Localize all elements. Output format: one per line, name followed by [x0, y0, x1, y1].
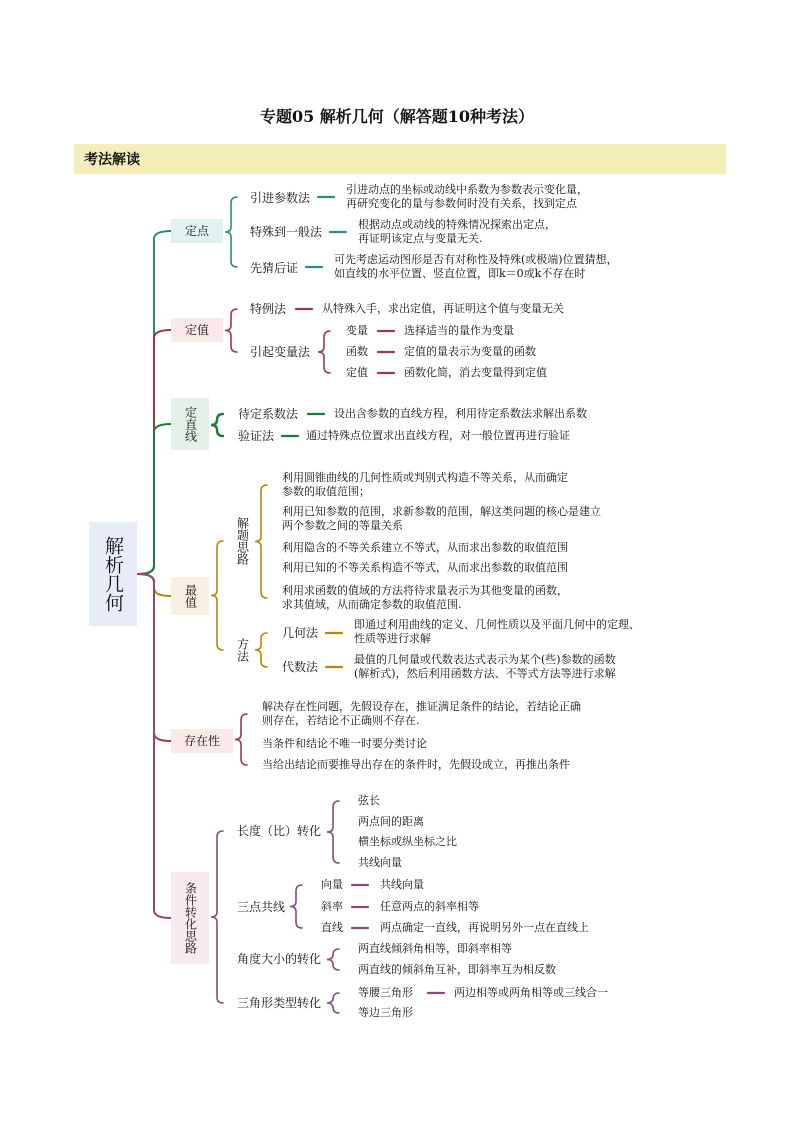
b1-item3-label: 先猜后证 [250, 261, 299, 275]
b6-i1-sub: 弦长 [358, 794, 380, 807]
b1-item3-desc: 可先考虑运动图形是否有对称性及特殊(或极端)位置猜想， [334, 253, 618, 266]
b6-i1-sub: 横坐标或纵坐标之比 [358, 835, 457, 848]
b6-i4-sub2: 等边三角形 [358, 1006, 413, 1019]
b4-g1-item: 参数的取值范围； [282, 485, 370, 498]
b5-item: 则存在，若结论不正确则不存在. [262, 714, 420, 727]
b4-g1-item: 利用隐含的不等关系建立不等式，从而求出参数的取值范围 [282, 541, 568, 554]
b3-item1-label: 待定系数法 [238, 407, 299, 421]
b4-g1-item: 求其值域，从而确定参数的取值范围. [282, 598, 462, 611]
branch-dingzhi: 定值 [171, 318, 223, 342]
b2-sub3-label: 定值 [346, 366, 368, 379]
b6-i1-sub: 共线向量 [358, 856, 402, 869]
b6-i2-label: 三点共线 [237, 900, 286, 914]
root-node: 解析几何 [89, 522, 137, 626]
bracket-line [211, 831, 223, 1003]
bracket-line [255, 633, 267, 667]
b4-g2-item1-desc: 即通过利用曲线的定义、几何性质以及平面几何中的定理、 [354, 618, 640, 631]
b6-i2-sub3-label: 直线 [321, 921, 343, 934]
b4-group2-label: 方法 [235, 638, 250, 662]
branch-dingdian: 定点 [171, 219, 223, 243]
b6-i1-label: 长度（比）转化 [237, 824, 322, 838]
b1-item3-desc: 如直线的水平位置、竖直位置，即k＝0或k不存在时 [334, 267, 586, 280]
b3-item2-desc: 通过特殊点位置求出直线方程，对一般位置再进行验证 [306, 429, 570, 442]
bracket-line [290, 885, 302, 928]
bracket-line [255, 485, 267, 598]
branch-dingzhixian: 定直线 [171, 398, 209, 450]
b4-group1-label: 解题思路 [235, 517, 250, 565]
b6-i3-sub: 两直线倾斜角相等，即斜率相等 [358, 942, 512, 955]
b4-g2-item1-desc: 性质等进行求解 [354, 632, 431, 645]
b4-g2-item1-label: 几何法 [282, 626, 319, 640]
b5-item: 当给出结论而要推导出存在的条件时，先假设成立，再推出条件 [262, 758, 570, 771]
b2-item1-label: 特例法 [250, 302, 287, 316]
b1-item1-desc: 再研究变化的量与参数何时没有关系，找到定点 [346, 197, 577, 210]
page-title: 专题05 解析几何（解答题10种考法） [259, 107, 535, 126]
b4-g1-item: 两个参数之间的等量关系 [282, 519, 403, 532]
b1-item1-label: 引进参数法 [250, 191, 311, 205]
b6-i4-sub1-label: 等腰三角形 [358, 986, 413, 999]
connector-line [138, 424, 171, 574]
b4-g1-item: 利用已知的不等关系构造不等式，从而求出参数的取值范围 [282, 561, 568, 574]
bracket-line [225, 309, 237, 352]
b6-i2-sub2-label: 斜率 [321, 900, 343, 913]
b2-sub2-desc: 定值的量表示为变量的函数 [404, 345, 536, 358]
b2-item2-label: 引起变量法 [250, 345, 311, 359]
branch-cunzaixing: 存在性 [171, 729, 233, 753]
branch-zuizhi: 最值 [171, 577, 209, 615]
b6-i2-sub1-label: 向量 [321, 878, 343, 891]
b6-i2-sub3-desc: 两点确定一直线，再说明另外一点在直线上 [380, 921, 589, 934]
bracket-line [211, 541, 223, 650]
bracket-line [211, 414, 223, 436]
b5-item: 当条件和结论不唯一时要分类讨论 [262, 737, 427, 750]
b6-i2-sub1-desc: 共线向量 [380, 878, 424, 891]
b2-sub1-label: 变量 [346, 324, 368, 337]
b6-i3-sub: 两直线的倾斜角互补，即斜率互为相反数 [358, 963, 556, 976]
b5-item: 解决存在性问题，先假设存在，推证满足条件的结论，若结论正确 [262, 700, 581, 713]
bracket-line [318, 331, 330, 373]
b3-item1-desc: 设出含参数的直线方程，利用待定系数法求解出系数 [334, 407, 587, 420]
b2-sub3-desc: 函数化简，消去变量得到定值 [404, 366, 547, 379]
bracket-line [327, 993, 339, 1013]
bracket-line [327, 949, 339, 970]
b4-g1-item: 利用已知参数的范围，求新参数的范围，解这类问题的核心是建立 [282, 505, 601, 518]
b3-item2-label: 验证法 [238, 429, 275, 443]
b6-i4-label: 三角形类型转化 [237, 996, 322, 1010]
b6-i2-sub2-desc: 任意两点的斜率相等 [380, 900, 479, 913]
b4-g1-item: 利用圆锥曲线的几何性质或判别式构造不等关系，从而确定 [282, 471, 568, 484]
b4-g1-item: 利用求函数的值域的方法将待求量表示为其他变量的函数， [282, 584, 568, 597]
b1-item2-label: 特殊到一般法 [250, 225, 323, 239]
b1-item2-desc: 再证明该定点与变量无关. [358, 232, 483, 245]
connector-line [138, 574, 171, 918]
bracket-line [327, 801, 339, 863]
b6-i4-sub1-desc: 两边相等或两角相等或三线合一 [454, 986, 608, 999]
b6-i1-sub: 两点间的距离 [358, 815, 424, 828]
bracket-line [235, 714, 247, 765]
b4-g2-item2-desc: (解析式)，然后利用函数方法、不等式方法等进行求解 [354, 667, 616, 680]
b2-sub2-label: 函数 [346, 345, 368, 358]
b6-i3-label: 角度大小的转化 [237, 952, 322, 966]
b2-sub1-desc: 选择适当的量作为变量 [404, 324, 514, 337]
bracket-line [225, 197, 237, 267]
b4-g2-item2-label: 代数法 [282, 660, 319, 674]
branch-tiaojian: 条件转化思路 [171, 872, 209, 964]
banner-text: 考法解读 [84, 152, 140, 168]
b1-item2-desc: 根据动点或动线的特殊情况探索出定点， [358, 218, 556, 231]
b4-g2-item2-desc: 最值的几何量或代数表达式表示为某个(些)参数的函数 [354, 653, 616, 666]
b2-item1-desc: 从特殊入手，求出定值，再证明这个值与变量无关 [322, 302, 564, 315]
b1-item1-desc: 引进动点的坐标或动线中系数为参数表示变化量， [346, 183, 588, 196]
